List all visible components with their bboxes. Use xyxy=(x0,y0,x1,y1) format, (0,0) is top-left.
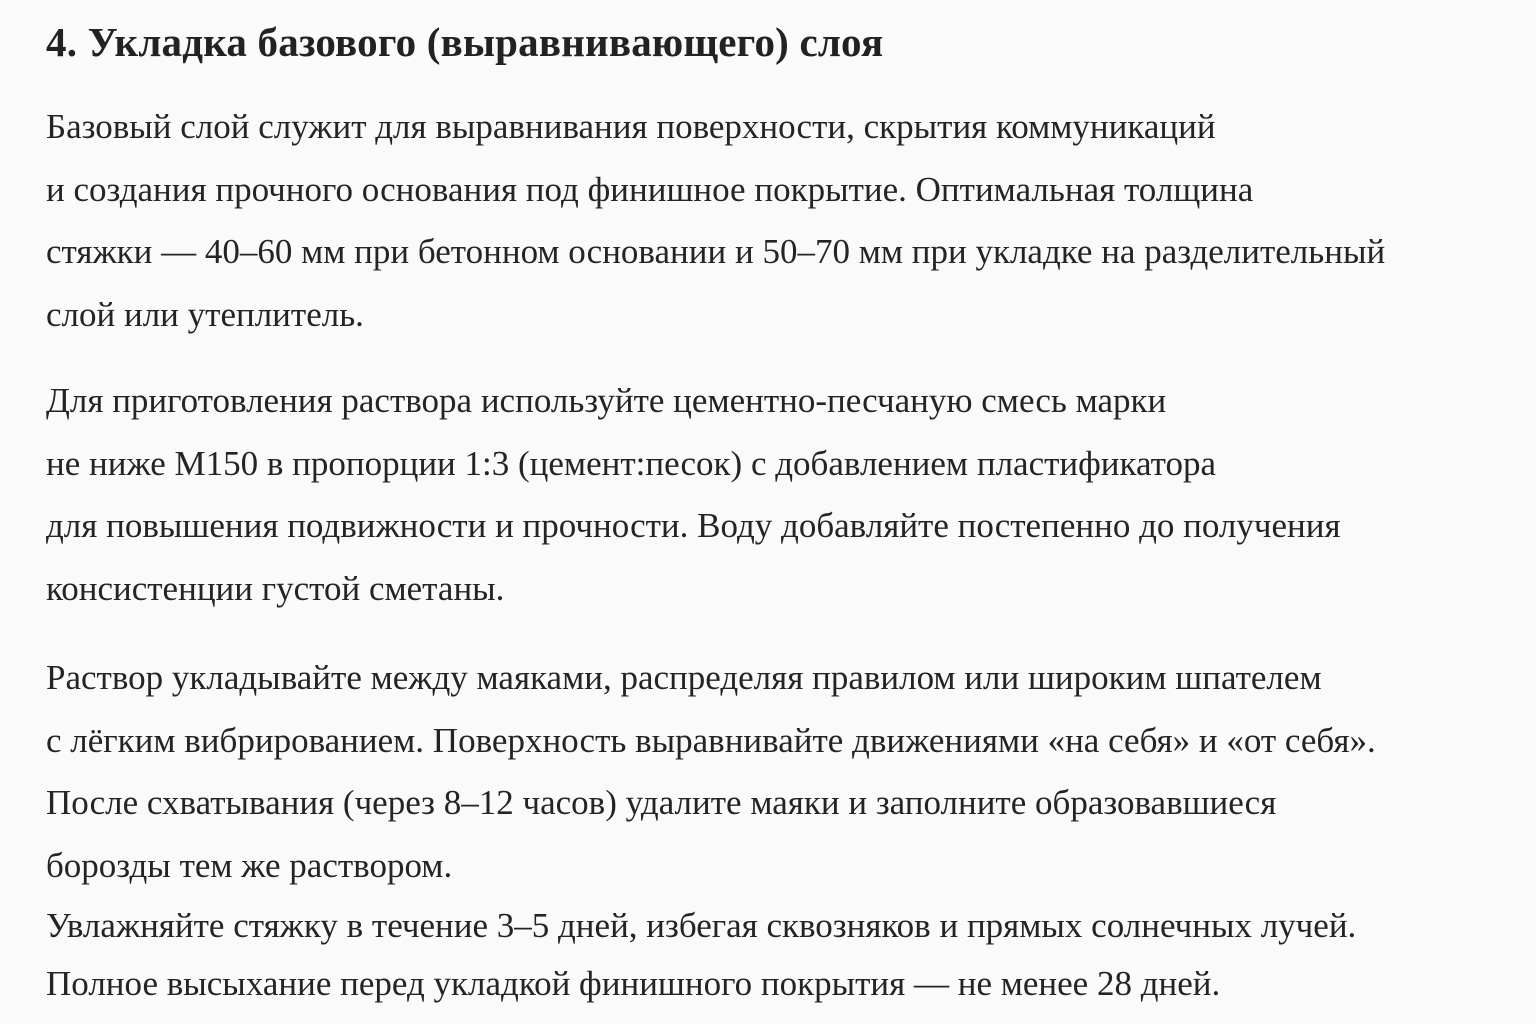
paragraph-curing xyxy=(46,897,1536,1013)
paragraph-mortar-preparation xyxy=(46,370,1536,620)
paragraph-line: Раствор укладывайте между маяками, распределяя правилом или широким шпателем xyxy=(46,658,1322,697)
paragraph-line: Полное высыхание перед укладкой финишного покрытия — не менее 28 дней. xyxy=(46,964,1221,1003)
paragraph-line: Базовый слой служит для выравнивания поверхности, скрытия коммуникаций xyxy=(46,107,1216,146)
paragraph-line: борозды тем же раствором. xyxy=(46,845,453,885)
paragraph-base-layer-purpose xyxy=(46,96,1536,346)
paragraph-line: для повышения подвижности и прочности. Воду добавляйте постепенно до получения xyxy=(46,506,1341,545)
section-heading: 4. Укладка базового (выравнивающего) слоя xyxy=(46,19,884,65)
paragraph-line: После схватывания (через 8–12 часов) удалите маяки и заполните образовавшиеся xyxy=(46,783,1277,822)
paragraph-line: стяжки — 40–60 мм при бетонном основании и 50–70 мм при укладке на разделительный xyxy=(46,232,1386,271)
paragraph-line: не ниже М150 в пропорции 1:3 (цемент:песок) с добавлением пластификатора xyxy=(46,443,1217,483)
paragraph-line: слой или утеплитель. xyxy=(46,294,364,334)
paragraph-line: и создания прочного основания под финишное покрытие. Оптимальная толщина xyxy=(46,169,1254,209)
paragraph-line: Увлажняйте стяжку в течение 3–5 дней, избегая сквозняков и прямых солнечных лучей. xyxy=(46,906,1357,945)
paragraph-line: с лёгким вибрированием. Поверхность выравнивайте движениями «на себя» и «от себя». xyxy=(46,720,1376,760)
paragraph-mortar-laying xyxy=(46,647,1536,897)
paragraph-line: консистенции густой сметаны. xyxy=(46,568,505,608)
paragraph-line: Для приготовления раствора используйте цементно-песчаную смесь марки xyxy=(46,381,1167,420)
